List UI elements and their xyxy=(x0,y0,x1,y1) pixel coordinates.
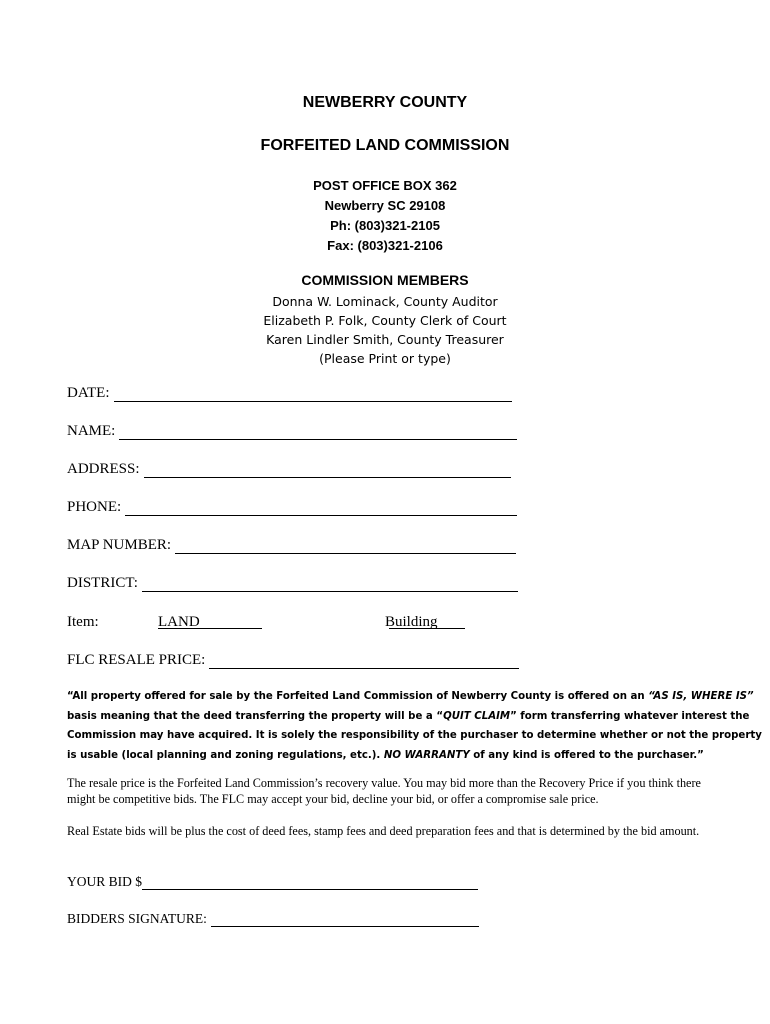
member-clerk: Elizabeth P. Folk, County Clerk of Court xyxy=(263,313,507,328)
address-line[interactable] xyxy=(144,463,511,478)
address-field[interactable] xyxy=(67,461,511,478)
item-label: Item: xyxy=(67,614,99,630)
quit-claim-emphasis: QUIT CLAIM xyxy=(443,710,511,722)
map-number-line[interactable] xyxy=(175,539,516,554)
phone-field[interactable] xyxy=(67,499,517,516)
phone-line[interactable] xyxy=(125,501,517,516)
no-warranty-emphasis: NO WARRANTY xyxy=(383,749,470,761)
name-line[interactable] xyxy=(119,425,517,440)
po-box: POST OFFICE BOX 362 xyxy=(313,178,457,193)
date-line[interactable] xyxy=(114,387,512,402)
district-line[interactable] xyxy=(142,577,518,592)
address-label: ADDRESS: xyxy=(67,461,140,477)
resale-price-line[interactable] xyxy=(209,654,519,669)
building-label: Building xyxy=(385,614,438,630)
members-title: COMMISSION MEMBERS xyxy=(301,272,469,288)
members-list xyxy=(0,292,770,368)
map-number-field[interactable] xyxy=(67,537,516,554)
notice-line-4 xyxy=(67,746,707,766)
member-treasurer: Karen Lindler Smith, County Treasurer xyxy=(266,332,504,347)
resale-price-field[interactable] xyxy=(67,652,519,669)
name-field[interactable] xyxy=(67,423,517,440)
date-label: DATE: xyxy=(67,385,110,401)
resale-paragraph: The resale price is the Forfeited Land Commission’s recovery value. You may bid more than the Recovery Price if you think there might be competitive bids. The FLC may accept your bid, decline your bid, or offer a compromise sale price. xyxy=(67,776,701,806)
notice-text-4a: is usable (local planning and zoning regulations, etc.). xyxy=(67,749,384,761)
signature-field[interactable] xyxy=(67,911,479,927)
notice-text-4c: of any kind is offered to the purchaser.” xyxy=(469,749,704,761)
commission-title: FORFEITED LAND COMMISSION xyxy=(260,137,510,154)
county-title: NEWBERRY COUNTY xyxy=(302,94,468,111)
building-line[interactable] xyxy=(389,614,465,629)
notice-line-2 xyxy=(67,707,750,727)
land-label: LAND xyxy=(158,614,200,630)
notice-text-2c: ” form transferring whatever interest the xyxy=(510,710,750,722)
fax-number: Fax: (803)321-2106 xyxy=(327,238,443,253)
map-number-label: MAP NUMBER: xyxy=(67,537,172,553)
as-is-emphasis: “AS IS, WHERE IS” xyxy=(648,691,754,702)
contact-block xyxy=(0,176,770,256)
resale-price-label: FLC RESALE PRICE: xyxy=(67,652,206,668)
real-estate-paragraph: Real Estate bids will be plus the cost of deed fees, stamp fees and deed preparation fees and that is determined by the bid amount. xyxy=(67,824,700,838)
city-state-zip: Newberry SC 29108 xyxy=(324,198,446,213)
date-field[interactable] xyxy=(67,385,512,402)
phone-number: Ph: (803)321-2105 xyxy=(330,218,440,233)
item-row xyxy=(67,614,527,634)
member-auditor: Donna W. Lominack, County Auditor xyxy=(272,294,498,309)
as-is-notice xyxy=(67,687,762,765)
your-bid-line[interactable] xyxy=(142,875,478,890)
notice-text-2a: basis meaning that the deed transferring the property will be a “ xyxy=(67,710,444,722)
district-field[interactable] xyxy=(67,575,518,592)
district-label: DISTRICT: xyxy=(67,575,138,591)
phone-label: PHONE: xyxy=(67,499,122,515)
signature-line[interactable] xyxy=(211,912,479,927)
notice-line-3: Commission may have acquired. It is solely the responsibility of the purchaser to determine whether or not the property xyxy=(67,730,762,741)
your-bid-field[interactable] xyxy=(67,874,478,890)
land-line[interactable] xyxy=(158,614,262,629)
name-label: NAME: xyxy=(67,423,116,439)
notice-text-1: “All property offered for sale by the Forfeited Land Commission of Newberry County is offered on an xyxy=(67,691,649,702)
your-bid-label: YOUR BID $ xyxy=(67,874,143,889)
notice-line-1 xyxy=(67,687,754,707)
print-note: (Please Print or type) xyxy=(319,351,451,366)
signature-label: BIDDERS SIGNATURE: xyxy=(67,911,207,926)
